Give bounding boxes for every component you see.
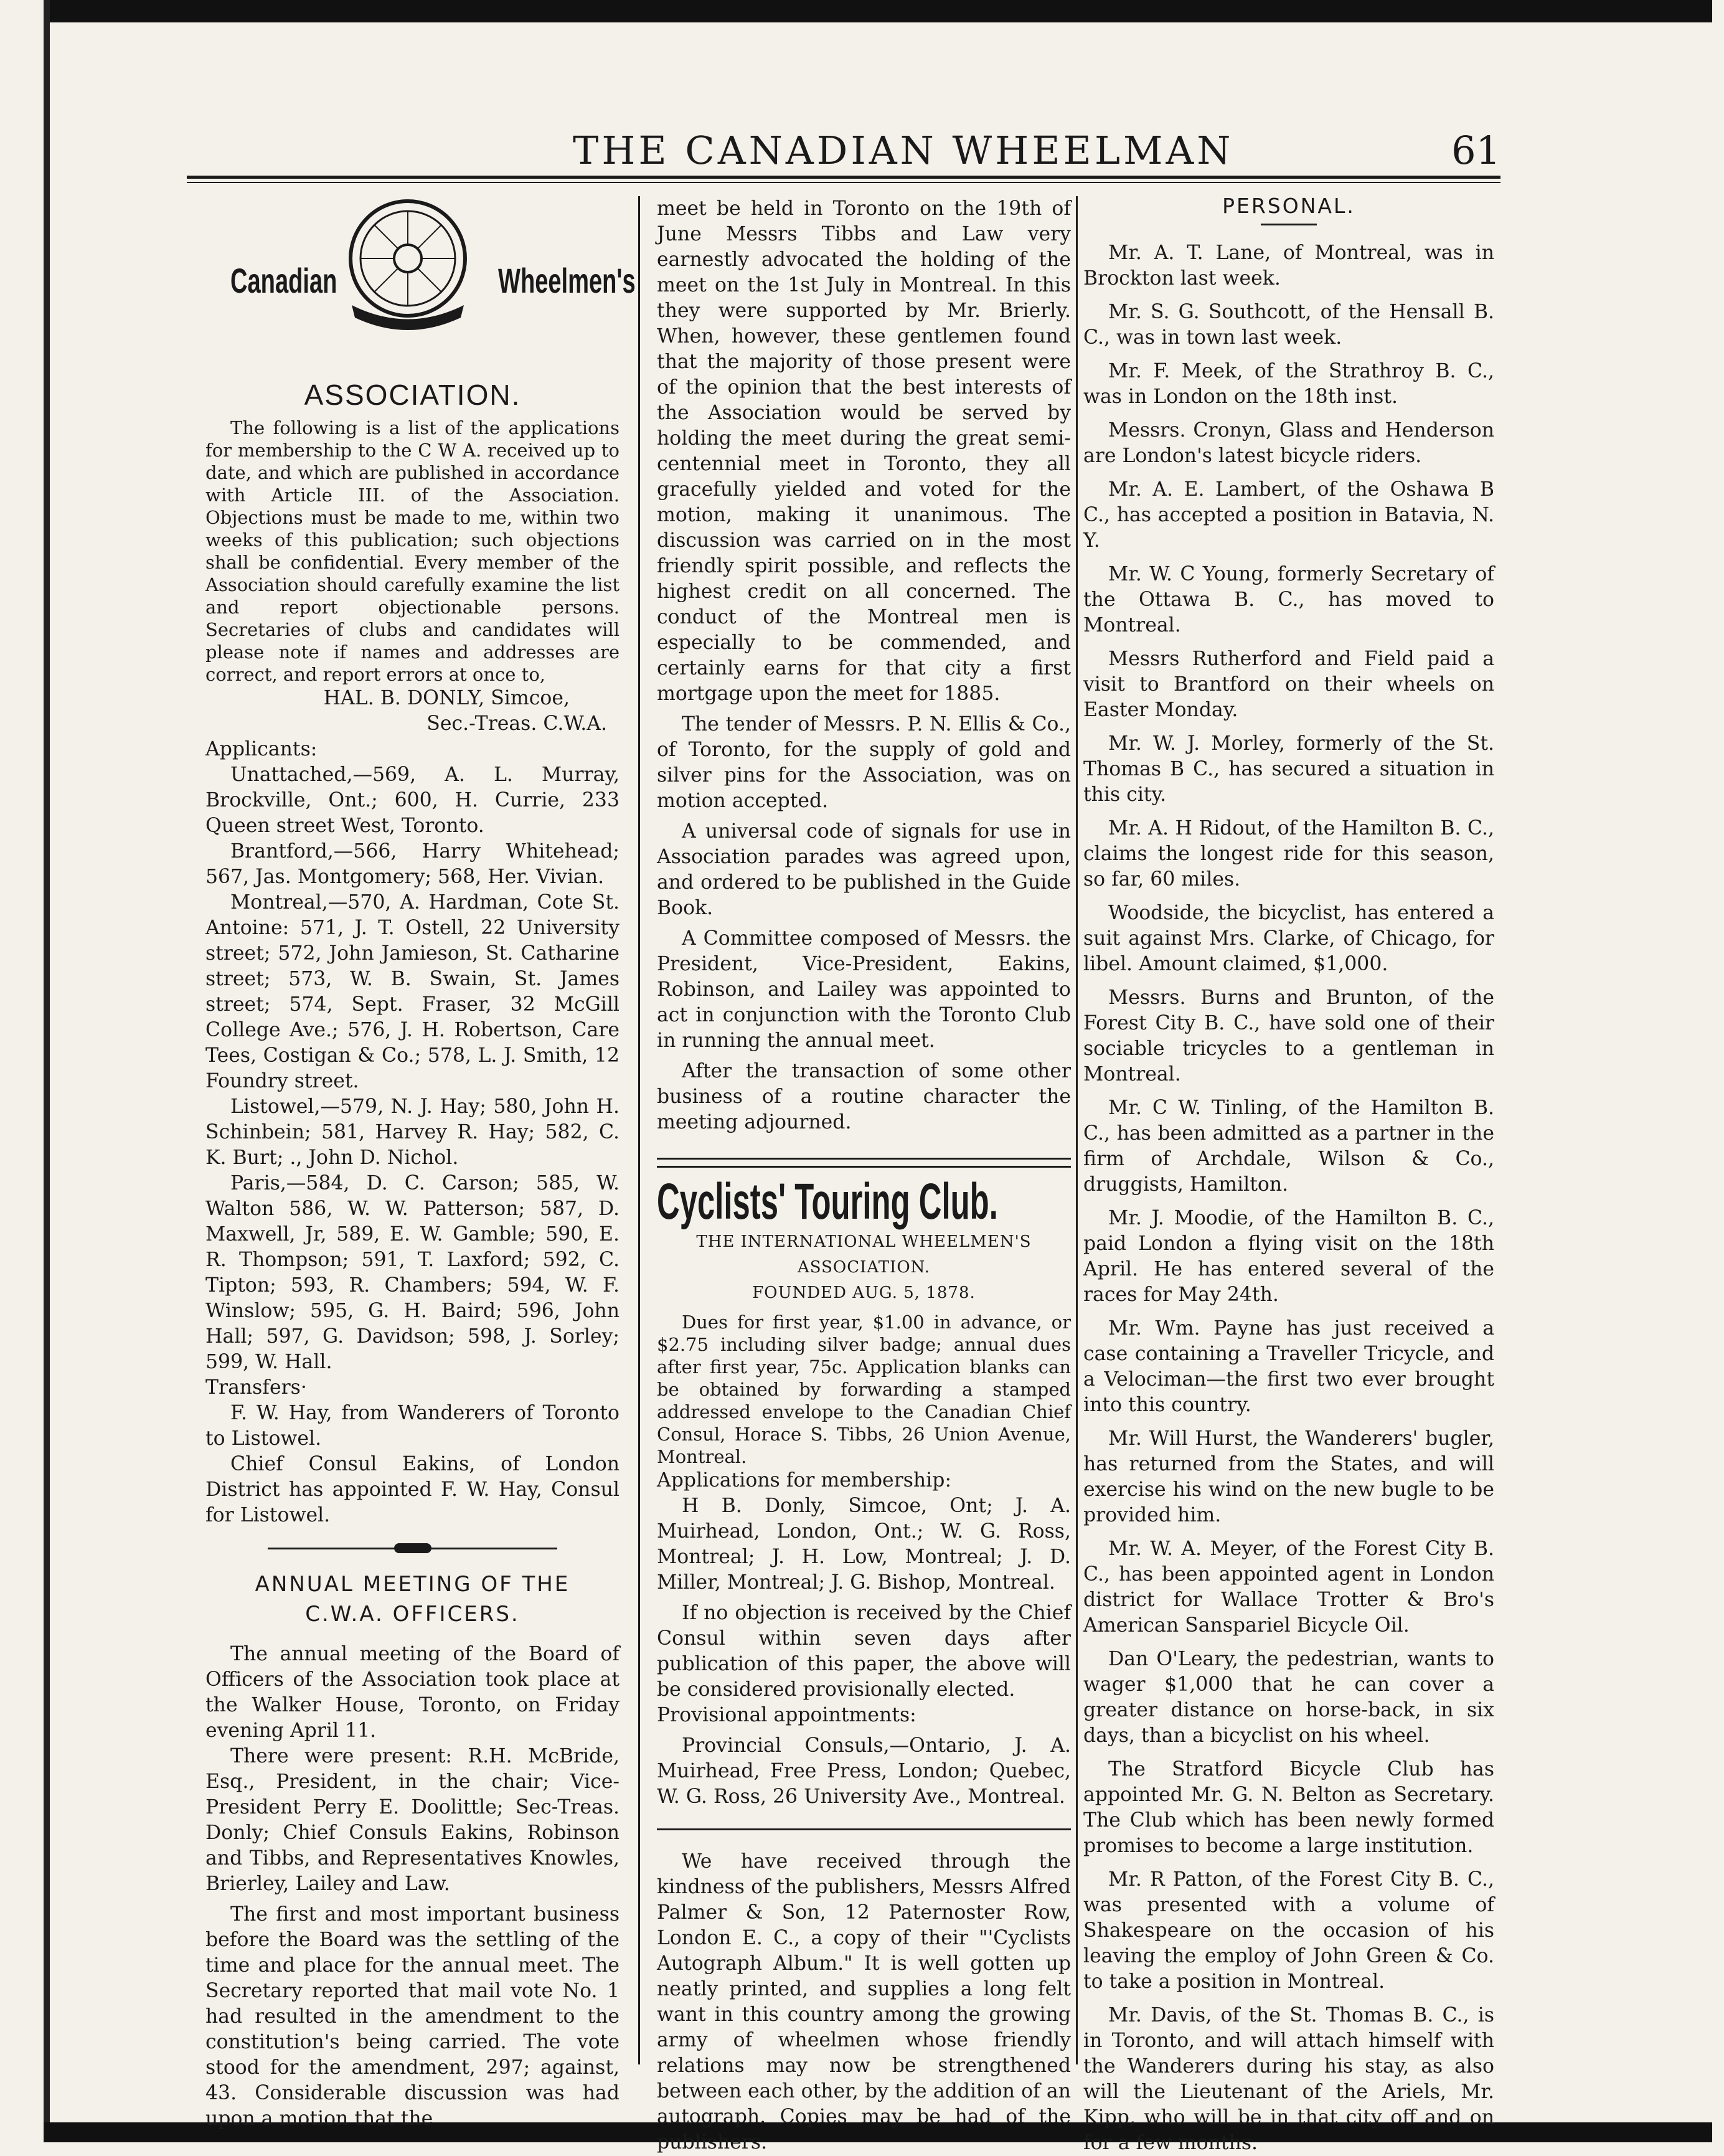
- personal-item: Mr. C W. Tinling, of the Hamilton B. C., has been admitted as a partner in the firm of Archdale, Wilson & Co., druggists, Hamilton.: [1083, 1097, 1494, 1196]
- consul-notice: Chief Consul Eakins, of London District has appointed F. W. Hay, Consul for Listowel.: [205, 1453, 619, 1526]
- meeting-continued: meet be held in Toronto on the 19th of June Messrs Tibbs and Law very earnestly advocated the holding of the meet on the 1st July in Montreal. In this they were supported by Mr. Brierly. When, however, these gentlemen found that the majority of those present were of the opinion that the best interests of the Association would be served by holding the meet during the great semi-centennial meet in Toronto, they all gracefully yielded and voted for the motion, making it unanimous. The discussion was carried on in the most friendly spirit possible, and reflects the highest credit on all concerned. The conduct of the Montreal men is especially to be commended, and certainly earns for that city a first mortgage upon the meet for 1885.: [657, 197, 1071, 705]
- personal-item: Mr. Wm. Payne has just received a case containing a Traveller Tricycle, and a Velociman—the first two ever brought into this country.: [1083, 1317, 1494, 1416]
- emblem-right-word: Wheelmen's: [498, 261, 636, 300]
- personal-item: Mr. F. Meek, of the Strathroy B. C., was in London on the 18th inst.: [1083, 360, 1494, 408]
- association-heading: ASSOCIATION.: [304, 379, 521, 411]
- signature-name: HAL. B. DONLY, Simcoe,: [323, 687, 570, 709]
- signature-title: Sec.-Treas. C.W.A.: [426, 712, 607, 735]
- annual-paragraph-3: The first and most important business before the Board was the settling of the time and place for the annual meet. The Secretary reported that mail vote No. 1 had resulted in the amendment to the constitution's being carried. The vote stood for the amendment, 297; against, 43. Considerable discussion was had upon a motion that the: [205, 1903, 619, 2130]
- personal-item: Messrs Rutherford and Field paid a visit to Brantford on their wheels on Easter Monday.: [1083, 648, 1494, 721]
- personal-item: Mr. R Patton, of the Forest City B. C., was presented with a volume of Shakespeare on the occasion of his leaving the employ of John Green & Co. to take a position in Montreal.: [1083, 1868, 1494, 1993]
- personal-item: Mr. W. C Young, formerly Secretary of the Ottawa B. C., has moved to Montreal.: [1083, 563, 1494, 636]
- annual-paragraph-2: There were present: R.H. McBride, Esq., President, in the chair; Vice-President Perry E. Doolittle; Sec-Treas. Donly; Chief Consuls Eakins, Robinson and Tibbs, and Representatives Knowles, Brierley, Lailey and Law.: [205, 1745, 619, 1895]
- personal-item: Messrs. Cronyn, Glass and Henderson are London's latest bicycle riders.: [1083, 419, 1494, 467]
- personal-heading-rule: [1261, 224, 1317, 225]
- ctc-applications-label: Applications for membership:: [657, 1469, 952, 1492]
- personal-item: Mr. J. Moodie, of the Hamilton B. C., paid London a flying visit on the 18th April. He has entered several of the races for May 24th.: [1083, 1207, 1494, 1306]
- cwa-intro: The following is a list of the applications for membership to the C W A. received up to date, and which are published in accordance with Article III. of the Association. Objections must be made to me, within two weeks of this publication; such objections shall be confidential. Every member of the Association should carefully examine the list and report objectionable persons. Secretaries of clubs and candidates will please note if names and addresses are correct, and report errors at once to,: [205, 417, 619, 685]
- annual-meeting-heading: [205, 1569, 619, 1629]
- personal-item: Mr. A. E. Lambert, of the Oshawa B C., has accepted a position in Batavia, N. Y.: [1083, 478, 1494, 552]
- meeting-signals: A universal code of signals for use in Association parades was agreed upon, and ordered to be published in the Guide Book.: [657, 820, 1071, 919]
- page-number: 61: [1451, 128, 1500, 173]
- meeting-adjourned: After the transaction of some other business of a routine character the meeting adjourned.: [657, 1060, 1071, 1133]
- personal-item: Woodside, the bicyclist, has entered a suit against Mrs. Clarke, of Chicago, for libel. Amount claimed, $1,000.: [1083, 902, 1494, 975]
- header-rule-thin: [187, 182, 1500, 183]
- personal-item: Mr. W. J. Morley, formerly of the St. Thomas B C., has secured a situation in this city.: [1083, 732, 1494, 806]
- autograph-album-notice: We have received through the kindness of the publishers, Messrs Alfred Palmer & Son, 12 Paternoster Row, London E. C., a copy of their "'Cyclists Autograph Album." It is well gotten up neatly printed, and supplies a long felt want in this country among the growing army of wheelmen whose friendly relations may now be strengthened between each other, by the addition of an autograph. Copies may be had of the publishers.: [657, 1850, 1071, 2154]
- section-rule: [657, 1828, 1071, 1830]
- page-header: [187, 128, 1500, 171]
- masthead-title: THE CANADIAN WHEELMAN: [573, 128, 1234, 173]
- column-rule-2: [1076, 196, 1078, 2064]
- column-left: [205, 193, 636, 2130]
- column-right: [1083, 193, 1494, 2154]
- double-rule: [657, 1158, 1071, 1168]
- applicants-label: Applicants:: [205, 738, 318, 760]
- meeting-pins: The tender of Messrs. P. N. Ellis & Co., of Toronto, for the supply of gold and silver pins for the Association, was on motion accepted.: [657, 713, 1071, 812]
- personal-item: Mr. W. A. Meyer, of the Forest City B. C., has been appointed agent in London district for Wallace Trotter & Bro's American Sanspariel Bicycle Oil.: [1083, 1538, 1494, 1637]
- applicants-brantford: Brantford,—566, Harry Whitehead; 567, Jas. Montgomery; 568, Her. Vivian.: [205, 840, 619, 888]
- cwa-emblem: [205, 193, 636, 380]
- applicants-listowel: Listowel,—579, N. J. Hay; 580, John H. Schinbein; 581, Harvey R. Hay; 582, C. K. Burt; ., John D. Nichol.: [205, 1095, 619, 1169]
- annual-heading-line-1: ANNUAL MEETING OF THE: [255, 1572, 570, 1597]
- emblem-left-word: Canadian: [230, 261, 337, 300]
- meeting-committee: A Committee composed of Messrs. the President, Vice-President, Eakins, Robinson, and Lailey was appointed to act in conjunction with the Toronto Club in running the annual meet.: [657, 927, 1071, 1052]
- personal-item: Mr. Will Hurst, the Wanderers' bugler, has returned from the States, and will exercise his wind on the new bugle to be provided him.: [1083, 1427, 1494, 1526]
- personal-item: Dan O'Leary, the pedestrian, wants to wager $1,000 that he can cover a greater distance on horse-back, in six days, than a bicyclist on his wheel.: [1083, 1648, 1494, 1747]
- page-edge-left: [44, 0, 50, 2142]
- annual-paragraph-1: The annual meeting of the Board of Officers of the Association took place at the Walker House, Toronto, on Friday evening April 11.: [205, 1643, 619, 1742]
- ctc-applications: H B. Donly, Simcoe, Ont; J. A. Muirhead, London, Ont.; W. G. Ross, Montreal; J. H. Low, Montreal; J. D. Miller, Montreal; J. G. Bishop, Montreal.: [657, 1495, 1071, 1594]
- personal-heading: PERSONAL.: [1222, 194, 1355, 218]
- page-edge-top: [44, 0, 1712, 22]
- ctc-objection: If no objection is received by the Chief Consul within seven days after publication of this paper, the above will be considered provisionally elected.: [657, 1602, 1071, 1701]
- transfer-entry: F. W. Hay, from Wanderers of Toronto to Listowel.: [205, 1402, 619, 1450]
- ornament-divider: [205, 1539, 619, 1558]
- ctc-subheading: THE INTERNATIONAL WHEELMEN'S ASSOCIATION.: [696, 1232, 1032, 1277]
- column-rule-1: [638, 196, 640, 2064]
- column-middle: [657, 196, 1071, 2154]
- header-rule: [187, 176, 1500, 179]
- transfers-label: Transfers·: [205, 1376, 307, 1399]
- annual-heading-line-2: C.W.A. OFFICERS.: [305, 1602, 520, 1627]
- personal-item: Mr. S. G. Southcott, of the Hensall B. C., was in town last week.: [1083, 301, 1494, 349]
- ctc-founded: FOUNDED AUG. 5, 1878.: [752, 1284, 976, 1302]
- ctc-dues: Dues for first year, $1.00 in advance, or $2.75 including silver badge; annual dues after first year, 75c. Application blanks can be obtained by forwarding a stamped addressed envelope to the Canadian Chief Consul, Horace S. Tibbs, 26 Union Avenue, Montreal.: [657, 1312, 1071, 1467]
- wheel-emblem-icon: [342, 193, 473, 336]
- personal-item: Mr. Davis, of the St. Thomas B. C., is in Toronto, and will attach himself with the Wanderers during his stay, as also will the Lieutenant of the Ariels, Mr. Kipp, who will be in that city off and on for a few months.: [1083, 2004, 1494, 2154]
- applicants-unattached: Unattached,—569, A. L. Murray, Brockville, Ont.; 600, H. Currie, 233 Queen street West, Toronto.: [205, 764, 619, 837]
- personal-item: Mr. A. T. Lane, of Montreal, was in Brockton last week.: [1083, 242, 1494, 290]
- ctc-heading: Cyclists' Touring Club.: [657, 1173, 998, 1230]
- ctc-provisional: Provincial Consuls,—Ontario, J. A. Muirhead, Free Press, London; Quebec, W. G. Ross, 26 University Ave., Montreal.: [657, 1734, 1071, 1808]
- personal-item: Messrs. Burns and Brunton, of the Forest City B. C., have sold one of their sociable tricycles to a gentleman in Montreal.: [1083, 986, 1494, 1085]
- applicants-paris: Paris,—584, D. C. Carson; 585, W. Walton 586, W. W. Patterson; 587, D. Maxwell, Jr, 589, E. W. Gamble; 590, E. R. Thompson; 591, T. Laxford; 592, C. Tipton; 593, R. Chambers; 594, W. F. Winslow; 595, G. H. Baird; 596, John Hall; 597, G. Davidson; 598, J. Sorley; 599, W. Hall.: [205, 1172, 619, 1373]
- personal-item: Mr. A. H Ridout, of the Hamilton B. C., claims the longest ride for this season, so far, 60 miles.: [1083, 817, 1494, 891]
- personal-list: [1083, 240, 1494, 2156]
- applicants-montreal: Montreal,—570, A. Hardman, Cote St. Antoine: 571, J. T. Ostell, 22 University street; 572, John Jamieson, St. Catharine street; 573, W. B. Swain, St. James street; 574, Sept. Fraser, 32 McGill College Ave.; 576, J. H. Robertson, Care Tees, Costigan & Co.; 578, L. J. Smith, 12 Foundry street.: [205, 891, 619, 1092]
- ctc-provisional-label: Provisional appointments:: [657, 1704, 916, 1726]
- personal-item: The Stratford Bicycle Club has appointed Mr. G. N. Belton as Secretary. The Club which has been newly formed promises to become a large institution.: [1083, 1758, 1494, 1857]
